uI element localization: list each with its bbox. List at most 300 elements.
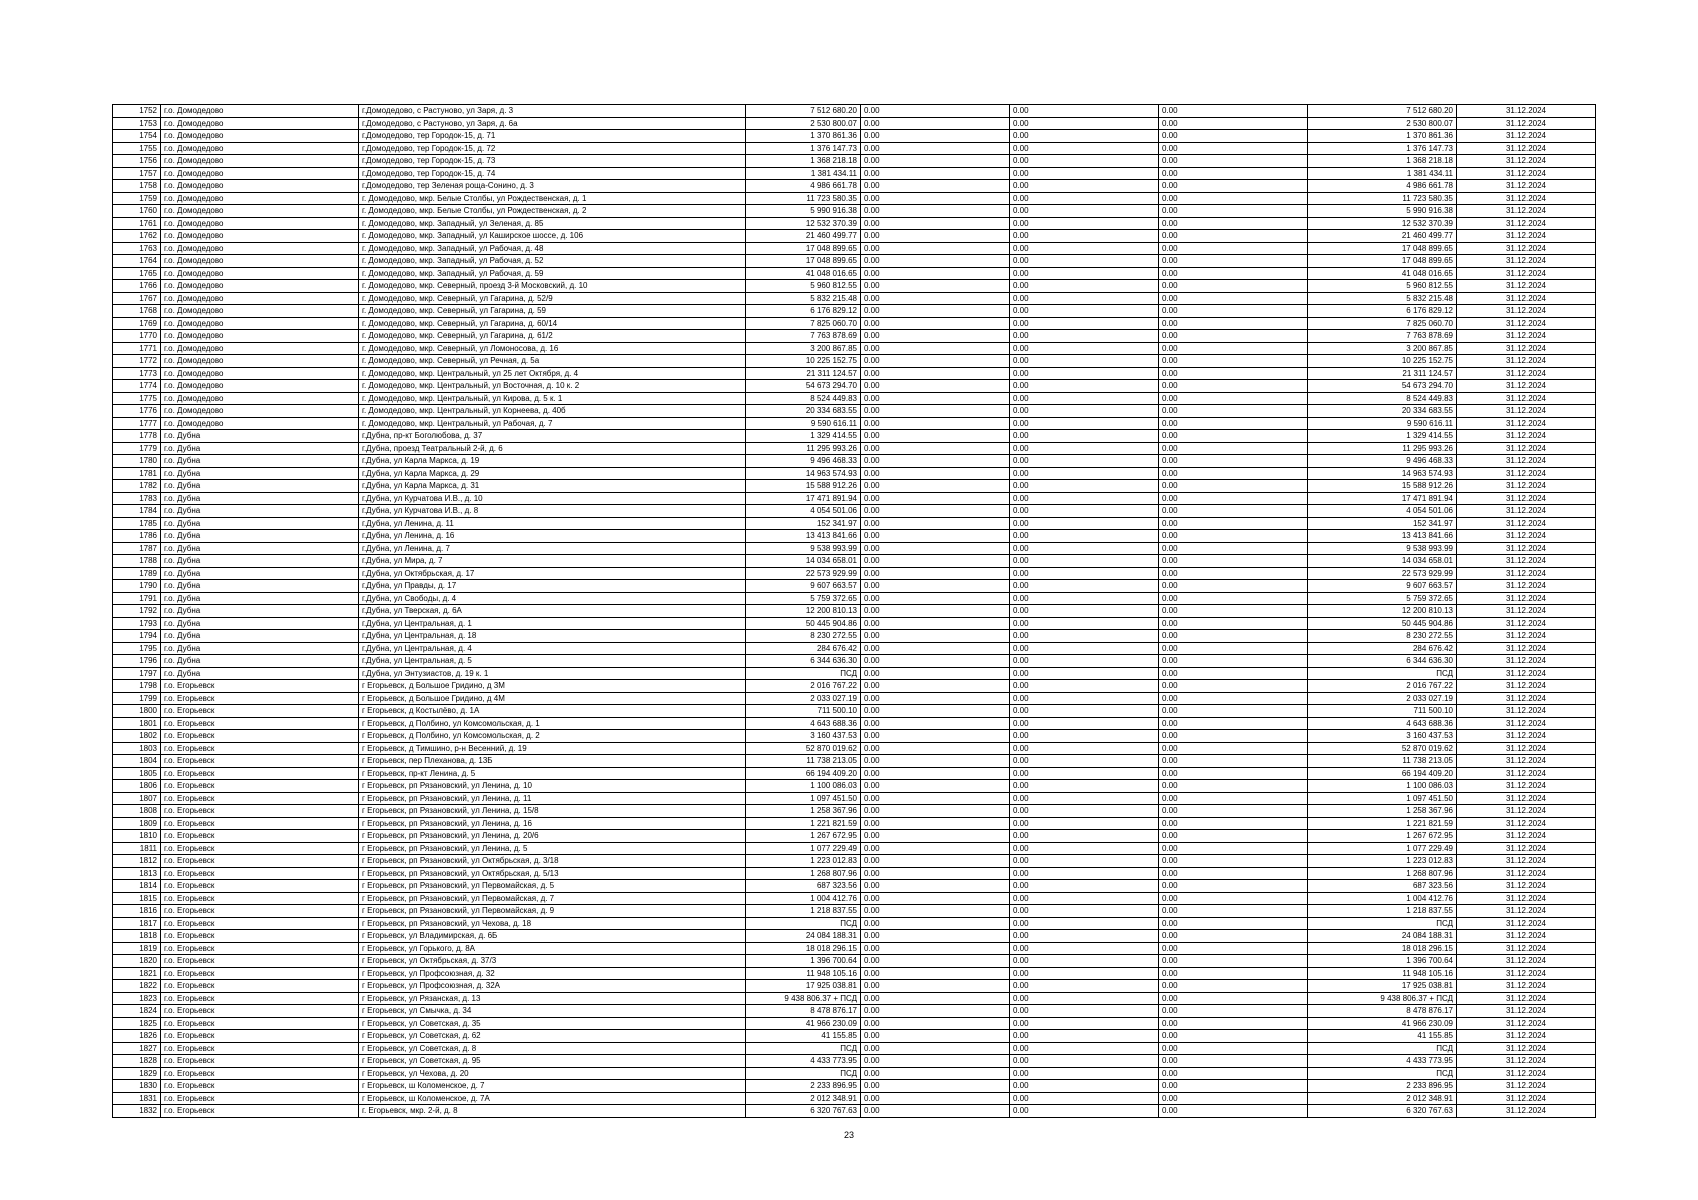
address-cell: г. Домодедово, мкр. Белые Столбы, ул Рождественская, д. 2: [359, 205, 746, 218]
total-cost-cell: 5 759 372.65: [746, 592, 861, 605]
municipality-cell: г.о. Домодедово: [161, 155, 359, 168]
fund-cell: 0.00: [861, 567, 1010, 580]
fund-cell: 0.00: [861, 517, 1010, 530]
other-cell: 0.00: [1159, 1005, 1308, 1018]
fund-cell: 0.00: [861, 867, 1010, 880]
row-number-cell: 1816: [113, 905, 161, 918]
owner-funds-cell: 1 097 451.50: [1308, 792, 1457, 805]
budget-cell: 0.00: [1010, 630, 1159, 643]
total-cost-cell: 2 033 027.19: [746, 692, 861, 705]
municipality-cell: г.о. Дубна: [161, 592, 359, 605]
budget-cell: 0.00: [1010, 730, 1159, 743]
table-row: [113, 630, 1596, 643]
other-cell: 0.00: [1159, 217, 1308, 230]
total-cost-cell: 1 370 861.36: [746, 130, 861, 143]
table-row: [113, 917, 1596, 930]
total-cost-cell: 1 268 807.96: [746, 867, 861, 880]
other-cell: 0.00: [1159, 1042, 1308, 1055]
address-cell: г. Домодедово, мкр. Белые Столбы, ул Рождественская, д. 1: [359, 192, 746, 205]
budget-cell: 0.00: [1010, 530, 1159, 543]
budget-cell: 0.00: [1010, 880, 1159, 893]
owner-funds-cell: ПСД: [1308, 667, 1457, 680]
row-number-cell: 1774: [113, 380, 161, 393]
deadline-cell: 31.12.2024: [1457, 330, 1596, 343]
fund-cell: 0.00: [861, 892, 1010, 905]
row-number-cell: 1826: [113, 1030, 161, 1043]
owner-funds-cell: 1 368 218.18: [1308, 155, 1457, 168]
total-cost-cell: 21 311 124.57: [746, 367, 861, 380]
fund-cell: 0.00: [861, 680, 1010, 693]
deadline-cell: 31.12.2024: [1457, 667, 1596, 680]
deadline-cell: 31.12.2024: [1457, 855, 1596, 868]
deadline-cell: 31.12.2024: [1457, 517, 1596, 530]
other-cell: 0.00: [1159, 730, 1308, 743]
row-number-cell: 1805: [113, 767, 161, 780]
deadline-cell: 31.12.2024: [1457, 1080, 1596, 1093]
table-row: [113, 930, 1596, 943]
total-cost-cell: ПСД: [746, 917, 861, 930]
address-cell: г Егорьевск, д Большое Гридино, д 3М: [359, 680, 746, 693]
owner-funds-cell: 2 530 800.07: [1308, 117, 1457, 130]
other-cell: 0.00: [1159, 905, 1308, 918]
other-cell: 0.00: [1159, 767, 1308, 780]
other-cell: 0.00: [1159, 967, 1308, 980]
budget-cell: 0.00: [1010, 617, 1159, 630]
budget-cell: 0.00: [1010, 905, 1159, 918]
row-number-cell: 1788: [113, 555, 161, 568]
table-row: [113, 992, 1596, 1005]
row-number-cell: 1773: [113, 367, 161, 380]
fund-cell: 0.00: [861, 605, 1010, 618]
other-cell: 0.00: [1159, 892, 1308, 905]
fund-cell: 0.00: [861, 855, 1010, 868]
total-cost-cell: 4 986 661.78: [746, 180, 861, 193]
row-number-cell: 1780: [113, 455, 161, 468]
municipality-cell: г.о. Егорьевск: [161, 905, 359, 918]
total-cost-cell: 1 267 672.95: [746, 830, 861, 843]
deadline-cell: 31.12.2024: [1457, 730, 1596, 743]
fund-cell: 0.00: [861, 642, 1010, 655]
row-number-cell: 1760: [113, 205, 161, 218]
fund-cell: 0.00: [861, 1017, 1010, 1030]
row-number-cell: 1767: [113, 292, 161, 305]
other-cell: 0.00: [1159, 817, 1308, 830]
total-cost-cell: 22 573 929.99: [746, 567, 861, 580]
municipality-cell: г.о. Домодедово: [161, 255, 359, 268]
municipality-cell: г.о. Егорьевск: [161, 742, 359, 755]
address-cell: г Егорьевск, ул Рязанская, д. 13: [359, 992, 746, 1005]
deadline-cell: 31.12.2024: [1457, 892, 1596, 905]
deadline-cell: 31.12.2024: [1457, 105, 1596, 118]
row-number-cell: 1792: [113, 605, 161, 618]
other-cell: 0.00: [1159, 567, 1308, 580]
deadline-cell: 31.12.2024: [1457, 455, 1596, 468]
table-row: [113, 830, 1596, 843]
municipality-cell: г.о. Егорьевск: [161, 1042, 359, 1055]
budget-cell: 0.00: [1010, 780, 1159, 793]
total-cost-cell: 9 590 616.11: [746, 417, 861, 430]
table-row: [113, 767, 1596, 780]
other-cell: 0.00: [1159, 1080, 1308, 1093]
other-cell: 0.00: [1159, 655, 1308, 668]
owner-funds-cell: 1 100 086.03: [1308, 780, 1457, 793]
total-cost-cell: 66 194 409.20: [746, 767, 861, 780]
other-cell: 0.00: [1159, 430, 1308, 443]
total-cost-cell: 7 825 060.70: [746, 317, 861, 330]
municipality-cell: г.о. Егорьевск: [161, 705, 359, 718]
other-cell: 0.00: [1159, 917, 1308, 930]
deadline-cell: 31.12.2024: [1457, 255, 1596, 268]
municipality-cell: г.о. Дубна: [161, 642, 359, 655]
total-cost-cell: 17 048 899.65: [746, 242, 861, 255]
municipality-cell: г.о. Егорьевск: [161, 692, 359, 705]
table-row: [113, 742, 1596, 755]
total-cost-cell: 1 368 218.18: [746, 155, 861, 168]
municipality-cell: г.о. Дубна: [161, 555, 359, 568]
row-number-cell: 1785: [113, 517, 161, 530]
row-number-cell: 1821: [113, 967, 161, 980]
fund-cell: 0.00: [861, 730, 1010, 743]
table-row: [113, 255, 1596, 268]
total-cost-cell: 5 990 916.38: [746, 205, 861, 218]
owner-funds-cell: 1 376 147.73: [1308, 142, 1457, 155]
budget-cell: 0.00: [1010, 305, 1159, 318]
deadline-cell: 31.12.2024: [1457, 842, 1596, 855]
budget-cell: 0.00: [1010, 155, 1159, 168]
row-number-cell: 1766: [113, 280, 161, 293]
address-cell: г. Домодедово, мкр. Северный, ул Гагарина, д. 61/2: [359, 330, 746, 343]
deadline-cell: 31.12.2024: [1457, 405, 1596, 418]
owner-funds-cell: 8 230 272.55: [1308, 630, 1457, 643]
deadline-cell: 31.12.2024: [1457, 617, 1596, 630]
owner-funds-cell: 11 948 105.16: [1308, 967, 1457, 980]
address-cell: г Егорьевск, ул Профсоюзная, д. 32А: [359, 980, 746, 993]
row-number-cell: 1813: [113, 867, 161, 880]
row-number-cell: 1827: [113, 1042, 161, 1055]
municipality-cell: г.о. Егорьевск: [161, 817, 359, 830]
total-cost-cell: 11 723 580.35: [746, 192, 861, 205]
owner-funds-cell: 17 925 038.81: [1308, 980, 1457, 993]
row-number-cell: 1832: [113, 1105, 161, 1118]
address-cell: г.Дубна, ул Мира, д. 7: [359, 555, 746, 568]
row-number-cell: 1802: [113, 730, 161, 743]
address-cell: г. Домодедово, мкр. Западный, ул Рабочая, д. 52: [359, 255, 746, 268]
total-cost-cell: 54 673 294.70: [746, 380, 861, 393]
address-cell: г Егорьевск, ул Смычка, д. 34: [359, 1005, 746, 1018]
deadline-cell: 31.12.2024: [1457, 242, 1596, 255]
address-cell: г Егорьевск, пр-кт Ленина, д. 5: [359, 767, 746, 780]
budget-cell: 0.00: [1010, 267, 1159, 280]
table-row: [113, 817, 1596, 830]
table-row: [113, 542, 1596, 555]
table-row: [113, 1067, 1596, 1080]
table-row: [113, 105, 1596, 118]
total-cost-cell: 18 018 296.15: [746, 942, 861, 955]
table-row: [113, 417, 1596, 430]
fund-cell: 0.00: [861, 630, 1010, 643]
owner-funds-cell: 10 225 152.75: [1308, 355, 1457, 368]
budget-cell: 0.00: [1010, 667, 1159, 680]
table-row: [113, 517, 1596, 530]
table-row: [113, 155, 1596, 168]
address-cell: г.Дубна, ул Центральная, д. 4: [359, 642, 746, 655]
other-cell: 0.00: [1159, 867, 1308, 880]
total-cost-cell: 17 471 891.94: [746, 492, 861, 505]
address-cell: г.Дубна, ул Ленина, д. 7: [359, 542, 746, 555]
total-cost-cell: 9 496 468.33: [746, 455, 861, 468]
total-cost-cell: 687 323.56: [746, 880, 861, 893]
owner-funds-cell: 1 077 229.49: [1308, 842, 1457, 855]
total-cost-cell: 2 530 800.07: [746, 117, 861, 130]
row-number-cell: 1772: [113, 355, 161, 368]
other-cell: 0.00: [1159, 530, 1308, 543]
table-row: [113, 230, 1596, 243]
deadline-cell: 31.12.2024: [1457, 217, 1596, 230]
row-number-cell: 1755: [113, 142, 161, 155]
municipality-cell: г.о. Домодедово: [161, 305, 359, 318]
municipality-cell: г.о. Егорьевск: [161, 680, 359, 693]
row-number-cell: 1824: [113, 1005, 161, 1018]
fund-cell: 0.00: [861, 917, 1010, 930]
deadline-cell: 31.12.2024: [1457, 180, 1596, 193]
municipality-cell: г.о. Домодедово: [161, 205, 359, 218]
municipality-cell: г.о. Егорьевск: [161, 767, 359, 780]
other-cell: 0.00: [1159, 1030, 1308, 1043]
fund-cell: 0.00: [861, 355, 1010, 368]
total-cost-cell: 6 320 767.63: [746, 1105, 861, 1118]
fund-cell: 0.00: [861, 480, 1010, 493]
budget-cell: 0.00: [1010, 580, 1159, 593]
budget-cell: 0.00: [1010, 767, 1159, 780]
address-cell: г Егорьевск, д Костылёво, д. 1А: [359, 705, 746, 718]
fund-cell: 0.00: [861, 880, 1010, 893]
table-row: [113, 467, 1596, 480]
table-row: [113, 867, 1596, 880]
total-cost-cell: ПСД: [746, 667, 861, 680]
row-number-cell: 1814: [113, 880, 161, 893]
deadline-cell: 31.12.2024: [1457, 642, 1596, 655]
table-row: [113, 380, 1596, 393]
fund-cell: 0.00: [861, 217, 1010, 230]
table-row: [113, 405, 1596, 418]
table-row: [113, 655, 1596, 668]
budget-cell: 0.00: [1010, 255, 1159, 268]
budget-cell: 0.00: [1010, 167, 1159, 180]
owner-funds-cell: 14 963 574.93: [1308, 467, 1457, 480]
fund-cell: 0.00: [861, 142, 1010, 155]
other-cell: 0.00: [1159, 1092, 1308, 1105]
municipality-cell: г.о. Домодедово: [161, 105, 359, 118]
total-cost-cell: 11 948 105.16: [746, 967, 861, 980]
row-number-cell: 1782: [113, 480, 161, 493]
row-number-cell: 1786: [113, 530, 161, 543]
fund-cell: 0.00: [861, 180, 1010, 193]
total-cost-cell: 711 500.10: [746, 705, 861, 718]
total-cost-cell: 9 607 663.57: [746, 580, 861, 593]
total-cost-cell: 5 832 215.48: [746, 292, 861, 305]
owner-funds-cell: 17 048 899.65: [1308, 242, 1457, 255]
owner-funds-cell: 1 370 861.36: [1308, 130, 1457, 143]
address-cell: г Егорьевск, д Тимшино, р-н Весенний, д. 19: [359, 742, 746, 755]
table-row: [113, 692, 1596, 705]
owner-funds-cell: 20 334 683.55: [1308, 405, 1457, 418]
municipality-cell: г.о. Егорьевск: [161, 1080, 359, 1093]
budget-cell: 0.00: [1010, 655, 1159, 668]
deadline-cell: 31.12.2024: [1457, 355, 1596, 368]
total-cost-cell: 5 960 812.55: [746, 280, 861, 293]
row-number-cell: 1789: [113, 567, 161, 580]
row-number-cell: 1771: [113, 342, 161, 355]
row-number-cell: 1807: [113, 792, 161, 805]
address-cell: г.Дубна, ул Центральная, д. 1: [359, 617, 746, 630]
address-cell: г Егорьевск, ул Профсоюзная, д. 32: [359, 967, 746, 980]
municipality-cell: г.о. Дубна: [161, 530, 359, 543]
table-row: [113, 192, 1596, 205]
other-cell: 0.00: [1159, 1067, 1308, 1080]
total-cost-cell: 24 084 188.31: [746, 930, 861, 943]
address-cell: г.Дубна, ул Правды, д. 17: [359, 580, 746, 593]
budget-cell: 0.00: [1010, 792, 1159, 805]
owner-funds-cell: 5 960 812.55: [1308, 280, 1457, 293]
other-cell: 0.00: [1159, 417, 1308, 430]
address-cell: г.Домодедово, тер Зеленая роща-Сонино, д. 3: [359, 180, 746, 193]
fund-cell: 0.00: [861, 717, 1010, 730]
address-cell: г Егорьевск, рп Рязановский, ул Первомайская, д. 5: [359, 880, 746, 893]
table-row: [113, 1055, 1596, 1068]
address-cell: г Егорьевск, д Полбино, ул Комсомольская, д. 2: [359, 730, 746, 743]
budget-cell: 0.00: [1010, 980, 1159, 993]
address-cell: г Егорьевск, рп Рязановский, ул Октябрьская, д. 5/13: [359, 867, 746, 880]
municipality-cell: г.о. Домодедово: [161, 292, 359, 305]
owner-funds-cell: 2 233 896.95: [1308, 1080, 1457, 1093]
table-row: [113, 1080, 1596, 1093]
row-number-cell: 1791: [113, 592, 161, 605]
table-row: [113, 792, 1596, 805]
municipality-cell: г.о. Егорьевск: [161, 730, 359, 743]
budget-cell: 0.00: [1010, 330, 1159, 343]
deadline-cell: 31.12.2024: [1457, 1105, 1596, 1118]
municipality-cell: г.о. Егорьевск: [161, 955, 359, 968]
budget-cell: 0.00: [1010, 342, 1159, 355]
total-cost-cell: 41 966 230.09: [746, 1017, 861, 1030]
row-number-cell: 1768: [113, 305, 161, 318]
fund-cell: 0.00: [861, 342, 1010, 355]
table-row: [113, 205, 1596, 218]
address-cell: г.Дубна, ул Курчатова И.В., д. 10: [359, 492, 746, 505]
table-row: [113, 317, 1596, 330]
table-row: [113, 117, 1596, 130]
table-row: [113, 430, 1596, 443]
budget-cell: 0.00: [1010, 1042, 1159, 1055]
owner-funds-cell: 41 966 230.09: [1308, 1017, 1457, 1030]
owner-funds-cell: 3 200 867.85: [1308, 342, 1457, 355]
table-row: [113, 880, 1596, 893]
row-number-cell: 1781: [113, 467, 161, 480]
deadline-cell: 31.12.2024: [1457, 717, 1596, 730]
other-cell: 0.00: [1159, 942, 1308, 955]
owner-funds-cell: 17 048 899.65: [1308, 255, 1457, 268]
fund-cell: 0.00: [861, 430, 1010, 443]
table-row: [113, 667, 1596, 680]
owner-funds-cell: 1 223 012.83: [1308, 855, 1457, 868]
table-row: [113, 592, 1596, 605]
budget-cell: 0.00: [1010, 217, 1159, 230]
total-cost-cell: 7 512 680.20: [746, 105, 861, 118]
address-cell: г.Домодедово, тер Городок-15, д. 71: [359, 130, 746, 143]
fund-cell: 0.00: [861, 167, 1010, 180]
owner-funds-cell: ПСД: [1308, 1042, 1457, 1055]
table-row: [113, 955, 1596, 968]
municipality-cell: г.о. Егорьевск: [161, 917, 359, 930]
other-cell: 0.00: [1159, 405, 1308, 418]
table-row: [113, 780, 1596, 793]
address-cell: г.Дубна, ул Свободы, д. 4: [359, 592, 746, 605]
address-cell: г.Дубна, проезд Театральный 2-й, д. 6: [359, 442, 746, 455]
total-cost-cell: ПСД: [746, 1067, 861, 1080]
total-cost-cell: 1 221 821.59: [746, 817, 861, 830]
row-number-cell: 1799: [113, 692, 161, 705]
total-cost-cell: 50 445 904.86: [746, 617, 861, 630]
fund-cell: 0.00: [861, 455, 1010, 468]
other-cell: 0.00: [1159, 205, 1308, 218]
municipality-cell: г.о. Домодедово: [161, 355, 359, 368]
address-cell: г.Дубна, ул Карла Маркса, д. 29: [359, 467, 746, 480]
budget-cell: 0.00: [1010, 292, 1159, 305]
address-cell: г Егорьевск, д Полбино, ул Комсомольская, д. 1: [359, 717, 746, 730]
other-cell: 0.00: [1159, 192, 1308, 205]
address-cell: г Егорьевск, рп Рязановский, ул Октябрьская, д. 3/18: [359, 855, 746, 868]
budget-cell: 0.00: [1010, 742, 1159, 755]
total-cost-cell: ПСД: [746, 1042, 861, 1055]
fund-cell: 0.00: [861, 1055, 1010, 1068]
table-row: [113, 1042, 1596, 1055]
fund-cell: 0.00: [861, 1092, 1010, 1105]
deadline-cell: 31.12.2024: [1457, 530, 1596, 543]
budget-cell: 0.00: [1010, 467, 1159, 480]
owner-funds-cell: 1 004 412.76: [1308, 892, 1457, 905]
table-row: [113, 267, 1596, 280]
row-number-cell: 1759: [113, 192, 161, 205]
fund-cell: 0.00: [861, 117, 1010, 130]
table-row: [113, 367, 1596, 380]
total-cost-cell: 1 218 837.55: [746, 905, 861, 918]
address-cell: г.Дубна, ул Октябрьская, д. 17: [359, 567, 746, 580]
address-cell: г.Дубна, ул Карла Маркса, д. 31: [359, 480, 746, 493]
budget-cell: 0.00: [1010, 192, 1159, 205]
deadline-cell: 31.12.2024: [1457, 655, 1596, 668]
owner-funds-cell: 1 258 367.96: [1308, 805, 1457, 818]
total-cost-cell: 1 396 700.64: [746, 955, 861, 968]
municipality-cell: г.о. Дубна: [161, 467, 359, 480]
fund-cell: 0.00: [861, 592, 1010, 605]
total-cost-cell: 14 963 574.93: [746, 467, 861, 480]
fund-cell: 0.00: [861, 205, 1010, 218]
other-cell: 0.00: [1159, 130, 1308, 143]
total-cost-cell: 4 643 688.36: [746, 717, 861, 730]
total-cost-cell: 11 295 993.26: [746, 442, 861, 455]
budget-cell: 0.00: [1010, 842, 1159, 855]
row-number-cell: 1770: [113, 330, 161, 343]
owner-funds-cell: 8 524 449.83: [1308, 392, 1457, 405]
budget-cell: 0.00: [1010, 892, 1159, 905]
budget-cell: 0.00: [1010, 955, 1159, 968]
owner-funds-cell: 1 267 672.95: [1308, 830, 1457, 843]
table-row: [113, 1105, 1596, 1118]
row-number-cell: 1800: [113, 705, 161, 718]
deadline-cell: 31.12.2024: [1457, 392, 1596, 405]
address-cell: г.Дубна, ул Тверская, д. 6А: [359, 605, 746, 618]
other-cell: 0.00: [1159, 992, 1308, 1005]
